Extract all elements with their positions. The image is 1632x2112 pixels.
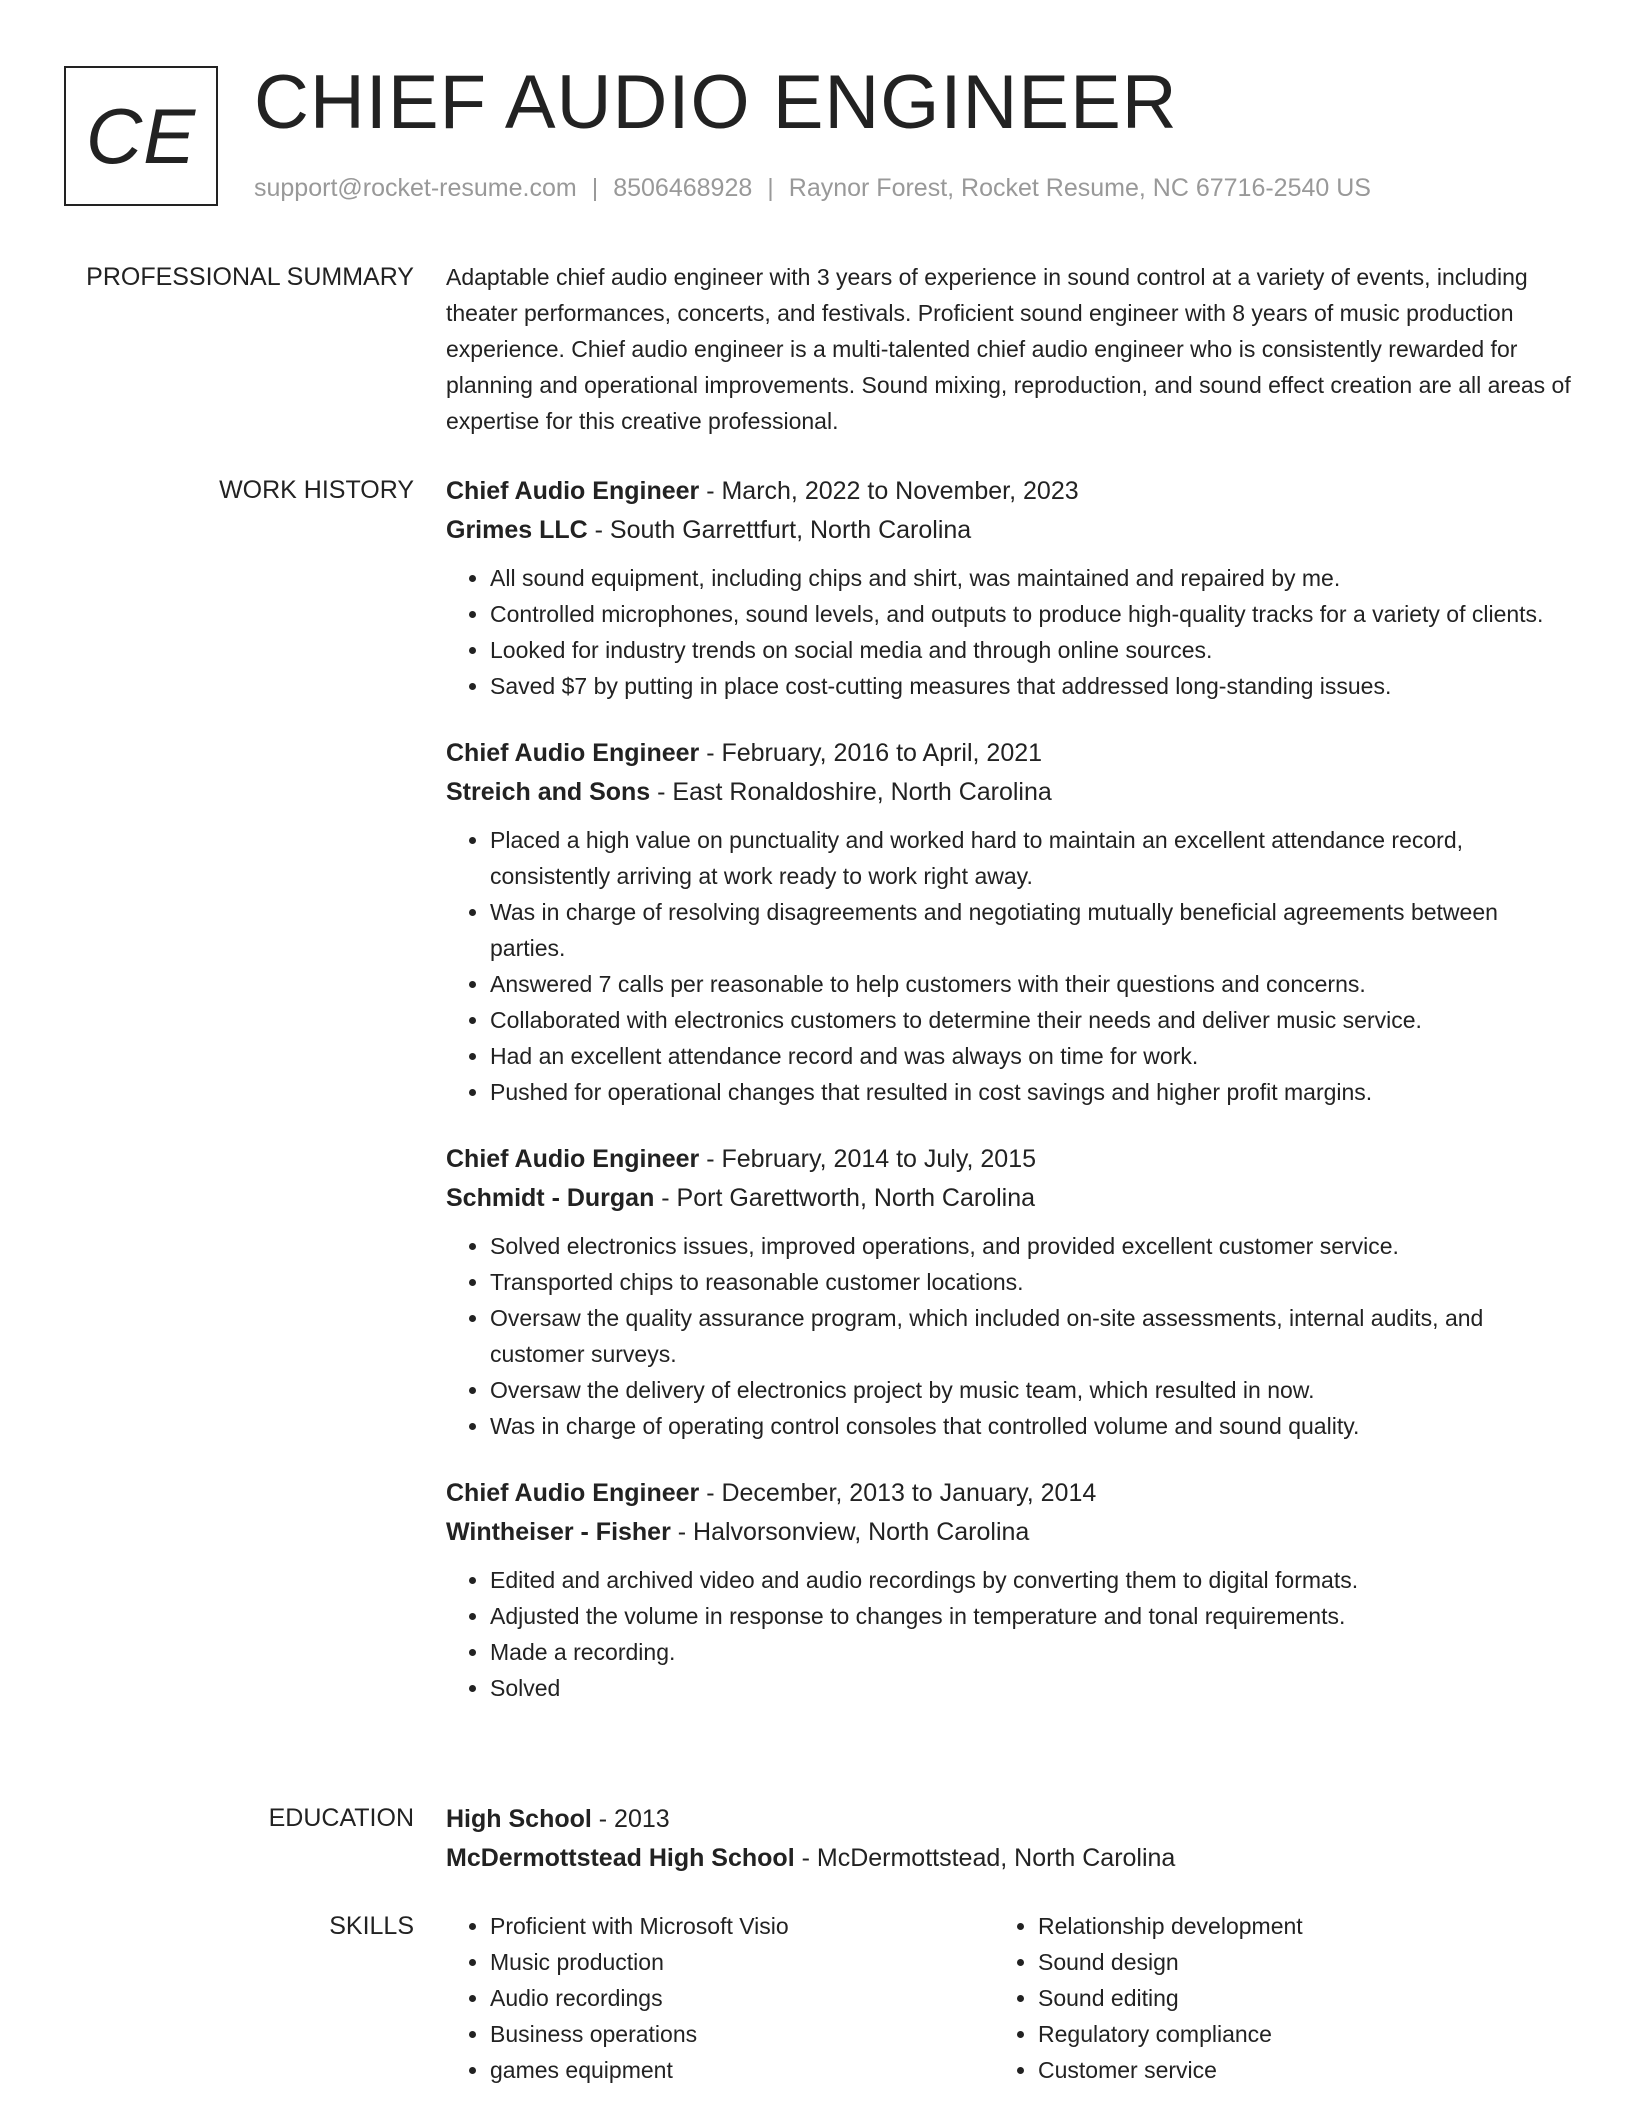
- job-bullet: • Was in charge of operating control consoles that controlled volume and sound quality.: [490, 1408, 1576, 1444]
- job-dates: - February, 2016 to April, 2021: [699, 739, 1043, 767]
- skills-list-left: [446, 1908, 994, 2088]
- skill-item: • Customer service: [1038, 2052, 1542, 2088]
- job-bullet: • Solved: [490, 1670, 1576, 1706]
- job-company: Streich and Sons: [446, 778, 651, 806]
- job-list: [446, 472, 1576, 1736]
- job-company-line: [446, 511, 1576, 550]
- job-location: - East Ronaldoshire, North Carolina: [650, 778, 1052, 806]
- job-dates: - March, 2022 to November, 2023: [699, 477, 1079, 505]
- job-bullet: • Pushed for operational changes that resulted in cost savings and higher profit margins.: [490, 1074, 1576, 1110]
- contact-address: Raynor Forest, Rocket Resume, NC 67716-2540 US: [788, 174, 1371, 202]
- job-title: Chief Audio Engineer: [446, 739, 700, 767]
- education-degree-line: [446, 1800, 1576, 1839]
- summary-text: Adaptable chief audio engineer with 3 years of experience in sound control at a variety of events, including theater performances, concerts, and festivals. Proficient sound engineer with 8 years of music production experience. Chief audio engineer is a multi-talented chief audio engineer who is consistently rewarded for planning and operational improvements. Sound mixing, reproduction, and sound effect creation are all areas of expertise for this creative professional.: [446, 264, 1571, 434]
- job-bullet: • Oversaw the delivery of electronics project by music team, which resulted in now.: [490, 1372, 1576, 1408]
- job-title-line: [446, 1474, 1576, 1513]
- section-label-skills: SKILLS: [329, 1912, 414, 1940]
- education-school-line: [446, 1839, 1576, 1878]
- job-location: - Halvorsonview, North Carolina: [670, 1518, 1030, 1546]
- job-dates: - December, 2013 to January, 2014: [699, 1479, 1097, 1507]
- job-company: Schmidt - Durgan: [446, 1184, 655, 1212]
- skill-item: • Proficient with Microsoft Visio: [490, 1908, 994, 1944]
- job-company: Grimes LLC: [446, 516, 588, 544]
- job-title: Chief Audio Engineer: [446, 477, 700, 505]
- job-bullets: [446, 560, 1576, 704]
- monogram-logo: CE: [64, 66, 218, 206]
- skills-columns: [446, 1908, 1576, 2088]
- section-label-summary: PROFESSIONAL SUMMARY: [86, 263, 414, 291]
- job-company: Wintheiser - Fisher: [446, 1518, 671, 1546]
- job-bullet: • Saved $7 by putting in place cost-cutting measures that addressed long-standing issues.: [490, 668, 1576, 704]
- job-bullet: • Edited and archived video and audio recordings by converting them to digital formats.: [490, 1562, 1576, 1598]
- job-bullet: • Made a recording.: [490, 1634, 1576, 1670]
- job-bullet: • Collaborated with electronics customers to determine their needs and deliver music service.: [490, 1002, 1576, 1038]
- skill-item: • Audio recordings: [490, 1980, 994, 2016]
- job-bullet: • Answered 7 calls per reasonable to help customers with their questions and concerns.: [490, 966, 1576, 1002]
- contact-phone[interactable]: 8506468928: [613, 174, 753, 202]
- job-bullets: [446, 1228, 1576, 1444]
- page-title: CHIEF AUDIO ENGINEER: [254, 60, 1178, 145]
- job-title: Chief Audio Engineer: [446, 1145, 700, 1173]
- job-title: Chief Audio Engineer: [446, 1479, 700, 1507]
- job-entry: [446, 1474, 1576, 1706]
- contact-separator: |: [591, 174, 599, 202]
- skill-item: • Relationship development: [1038, 1908, 1542, 1944]
- education-year: - 2013: [591, 1805, 670, 1833]
- job-company-line: [446, 773, 1576, 812]
- job-location: - South Garrettfurt, North Carolina: [587, 516, 972, 544]
- job-bullet: • Adjusted the volume in response to changes in temperature and tonal requirements.: [490, 1598, 1576, 1634]
- skill-item: • Regulatory compliance: [1038, 2016, 1542, 2052]
- job-bullets: [446, 822, 1576, 1110]
- job-bullet: • All sound equipment, including chips and shirt, was maintained and repaired by me.: [490, 560, 1576, 596]
- section-label-work-history: WORK HISTORY: [219, 476, 414, 504]
- job-bullet: • Was in charge of resolving disagreements and negotiating mutually beneficial agreements between parties.: [490, 894, 1576, 966]
- job-entry: [446, 734, 1576, 1110]
- education-location: - McDermottstead, North Carolina: [794, 1844, 1176, 1872]
- contact-separator: |: [767, 174, 774, 202]
- education-school: McDermottstead High School: [446, 1844, 795, 1872]
- job-bullets: [446, 1562, 1576, 1706]
- job-company-line: [446, 1179, 1576, 1218]
- skill-item: • Music production: [490, 1944, 994, 1980]
- job-entry: [446, 472, 1576, 704]
- job-bullet: • Placed a high value on punctuality and worked hard to maintain an excellent attendance record, consistently arriving at work ready to work right away.: [490, 822, 1576, 894]
- contact-line: [254, 174, 1371, 203]
- job-bullet: • Oversaw the quality assurance program, which included on-site assessments, internal audits, and customer surveys.: [490, 1300, 1576, 1372]
- job-dates: - February, 2014 to July, 2015: [699, 1145, 1037, 1173]
- skill-item: • Business operations: [490, 2016, 994, 2052]
- skills-list-right: [994, 1908, 1542, 2088]
- skill-item: • Sound design: [1038, 1944, 1542, 1980]
- job-bullet: • Looked for industry trends on social media and through online sources.: [490, 632, 1576, 668]
- job-title-line: [446, 734, 1576, 773]
- contact-email[interactable]: support@rocket-resume.com: [254, 174, 577, 202]
- job-entry: [446, 1140, 1576, 1444]
- job-company-line: [446, 1513, 1576, 1552]
- section-label-education: EDUCATION: [268, 1804, 414, 1832]
- education-degree: High School: [446, 1805, 592, 1833]
- job-bullet: • Had an excellent attendance record and was always on time for work.: [490, 1038, 1576, 1074]
- job-location: - Port Garettworth, North Carolina: [654, 1184, 1036, 1212]
- job-title-line: [446, 1140, 1576, 1179]
- job-bullet: • Transported chips to reasonable customer locations.: [490, 1264, 1576, 1300]
- skill-item: • games equipment: [490, 2052, 994, 2088]
- job-bullet: • Solved electronics issues, improved operations, and provided excellent customer service.: [490, 1228, 1576, 1264]
- skill-item: • Sound editing: [1038, 1980, 1542, 2016]
- job-bullet: • Controlled microphones, sound levels, and outputs to produce high-quality tracks for a variety of clients.: [490, 596, 1576, 632]
- job-title-line: [446, 472, 1576, 511]
